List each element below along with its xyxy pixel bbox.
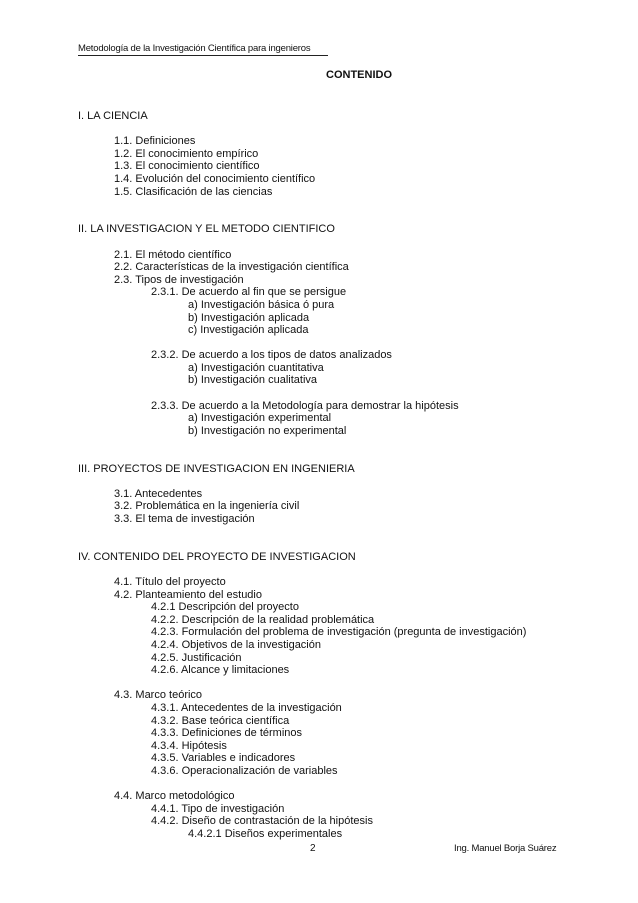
toc-subitem: 4.3.1. Antecedentes de la investigación: [151, 701, 342, 714]
toc-subitem: 4.3.6. Operacionalización de variables: [151, 764, 338, 777]
toc-subitem: 4.3.5. Variables e indicadores: [151, 752, 296, 765]
toc-item: 4.3. Marco teórico: [114, 689, 203, 702]
toc-item: 1.2. El conocimiento empírico: [114, 147, 259, 160]
toc-item: 2.1. El método científico: [114, 248, 232, 261]
toc-subitem: 2.3.3. De acuerdo a la Metodología para demostrar la hipótesis: [151, 399, 459, 412]
toc-subsubitem: a) Investigación básica ó pura: [188, 298, 335, 311]
toc-subsubitem: 4.4.2.1 Diseños experimentales: [188, 827, 343, 840]
toc-subitem: 2.3.2. De acuerdo a los tipos de datos analizados: [151, 349, 392, 362]
toc-heading-1: I. LA CIENCIA: [78, 110, 148, 122]
toc-item: 2.2. Características de la investigación científica: [114, 261, 349, 274]
toc-item: 4.1. Título del proyecto: [114, 575, 226, 588]
toc-subitem: 4.4.1. Tipo de investigación: [151, 802, 285, 815]
toc-item: 2.3. Tipos de investigación: [114, 273, 244, 286]
toc-subitem: 4.2.6. Alcance y limitaciones: [151, 664, 290, 677]
toc-item: 3.2. Problemática en la ingeniería civil: [114, 500, 300, 513]
toc-heading-4: IV. CONTENIDO DEL PROYECTO DE INVESTIGACION: [78, 550, 356, 563]
toc-subsubitem: c) Investigación aplicada: [188, 324, 309, 337]
toc-item: 1.4. Evolución del conocimiento científico: [114, 172, 316, 185]
toc-heading-3: III. PROYECTOS DE INVESTIGACION EN INGENIERIA: [78, 462, 355, 475]
page-number: 2: [310, 843, 316, 854]
toc-subitem: 4.3.3. Definiciones de términos: [151, 727, 303, 740]
toc-item: 1.5. Clasificación de las ciencias: [114, 185, 273, 198]
toc-subitem: 4.4.2. Diseño de contrastación de la hipótesis: [151, 815, 373, 828]
toc-subsubitem: b) Investigación cualitativa: [188, 374, 318, 387]
table-of-contents: [78, 110, 578, 840]
toc-subitem: 4.2.4. Objetivos de la investigación: [151, 638, 321, 651]
toc-subitem: 4.3.4. Hipótesis: [151, 739, 227, 752]
toc-subitem: 4.3.2. Base teórica científica: [151, 714, 290, 727]
toc-subsubitem: b) Investigación aplicada: [188, 311, 310, 324]
toc-subitem: 4.2.5. Justificación: [151, 651, 242, 664]
toc-heading-2: II. LA INVESTIGACION Y EL METODO CIENTIFICO: [78, 223, 335, 236]
toc-item: 3.1. Antecedentes: [114, 487, 203, 500]
toc-subitem: 2.3.1. De acuerdo al fin que se persigue: [151, 286, 347, 299]
toc-subsubitem: b) Investigación no experimental: [188, 424, 347, 437]
toc-subitem: 4.2.2. Descripción de la realidad problemática: [151, 613, 375, 626]
toc-item: 1.1. Definiciones: [114, 135, 196, 148]
toc-subitem: 4.2.3. Formulación del problema de investigación (pregunta de investigación): [151, 626, 527, 639]
toc-item: 1.3. El conocimiento científico: [114, 160, 260, 173]
toc-subsubitem: a) Investigación experimental: [188, 412, 332, 425]
page-title: CONTENIDO: [326, 69, 392, 81]
toc-item: 4.4. Marco metodológico: [114, 790, 235, 803]
toc-item: 4.2. Planteamiento del estudio: [114, 588, 262, 601]
toc-subitem: 4.2.1 Descripción del proyecto: [151, 601, 299, 614]
toc-subsubitem: a) Investigación cuantitativa: [188, 361, 324, 374]
running-header: Metodología de la Investigación Científica para ingenieros: [78, 42, 328, 56]
toc-item: 3.3. El tema de investigación: [114, 513, 255, 525]
footer-author: Ing. Manuel Borja Suárez: [454, 843, 557, 854]
